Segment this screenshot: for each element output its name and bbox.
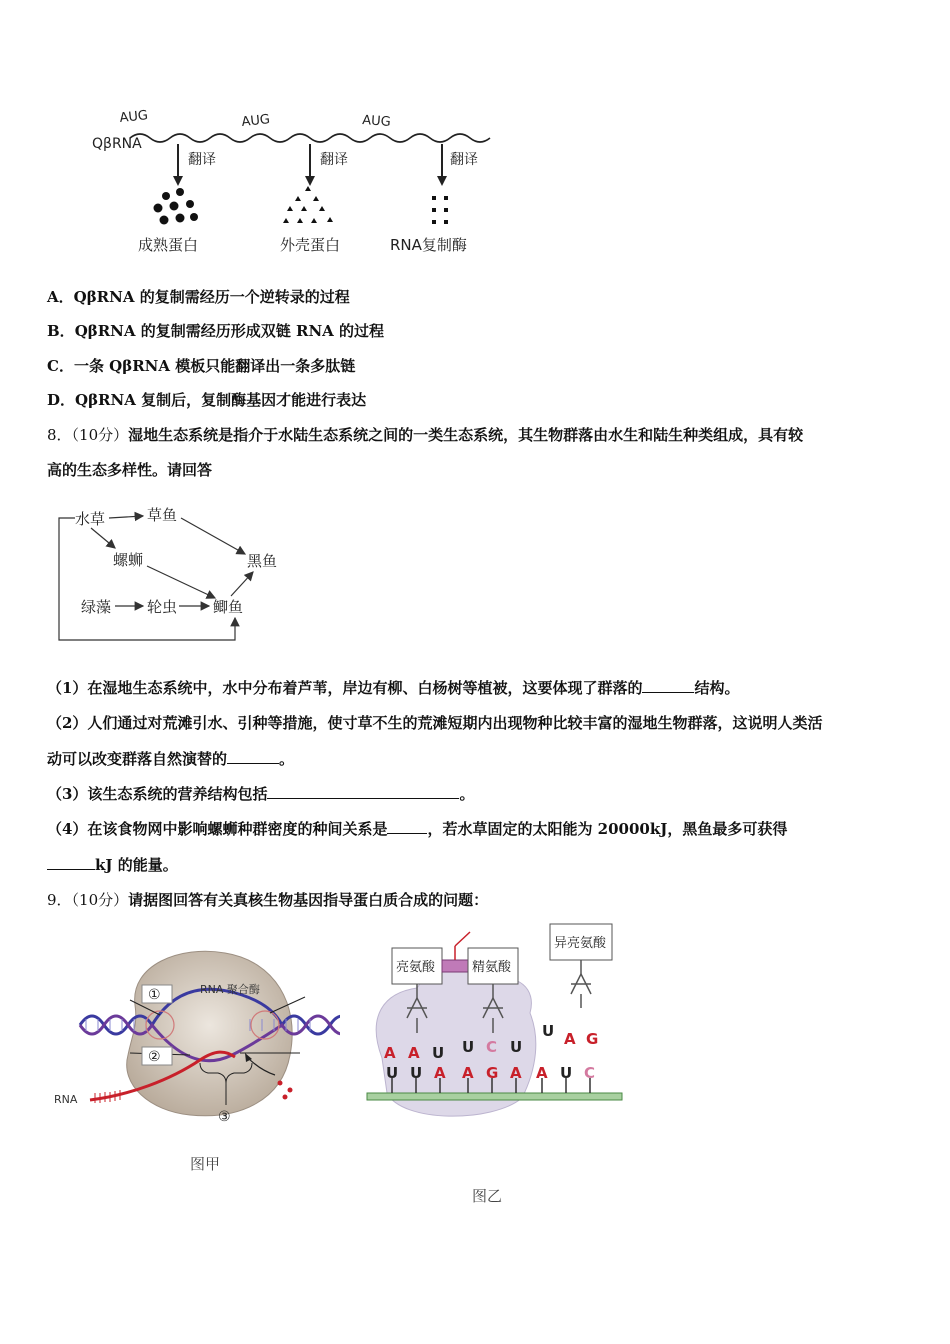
q8-number: 8． — [47, 426, 72, 444]
option-text: 一条 QβRNA 模板只能翻译出一条多肽链 — [73, 357, 356, 375]
option-d — [47, 389, 366, 410]
q8-stem-text: 湿地生态系统是指介于水陆生态系统之间的一类生态系统，其生物群落由水生和陆生种类组成，具有较 — [128, 426, 804, 444]
node-heiyu: 黑鱼 — [247, 552, 278, 570]
q8-sub4-text: （4）在该食物网中影响螺蛳种群密度的种间关系是 — [47, 820, 388, 838]
q8-sub2-line2 — [47, 748, 294, 769]
marker-3: ③ — [218, 1109, 231, 1125]
anticodon-5: C — [486, 1038, 498, 1056]
mrna-base-5: G — [486, 1064, 499, 1082]
rna-label: RNA — [54, 1093, 78, 1106]
anticodon-2: A — [408, 1044, 420, 1062]
q8-sub2-line1: （2）人们通过对荒滩引水、引种等措施，使寸草不生的荒滩短期内出现物种比较丰富的湿地生物群落，这说明人类活 — [47, 714, 823, 732]
mrna-base-9: C — [584, 1064, 596, 1082]
node-lvzao: 绿藻 — [81, 598, 112, 616]
q8-sub2-text: 动可以改变群落自然演替的 — [47, 750, 228, 768]
q8-sub4-line2-text: kJ 的能量。 — [95, 856, 178, 874]
node-shuicao: 水草 — [75, 510, 106, 528]
answer-blank[interactable] — [387, 819, 427, 834]
translation-diagram — [362, 918, 632, 1138]
anticodon-6: U — [510, 1038, 523, 1056]
option-c — [47, 355, 355, 376]
anticodon-4: U — [462, 1038, 475, 1056]
option-letter: A． — [47, 288, 74, 306]
marker-1: ① — [148, 987, 161, 1003]
q8-sub3-text: （3）该生态系统的营养结构包括 — [47, 785, 268, 803]
q8-sub1-tail: 结构。 — [694, 679, 740, 697]
figure-b-translation — [362, 918, 632, 1138]
node-luosi: 螺蛳 — [113, 551, 144, 569]
option-letter: D． — [47, 391, 76, 409]
figure-a-transcription — [50, 935, 340, 1135]
node-caoyu: 草鱼 — [147, 506, 178, 524]
qb-rna-diagram — [90, 100, 520, 265]
q8-score: （10分） — [71, 426, 129, 444]
mrna-base-4: A — [462, 1064, 474, 1082]
food-web-diagram — [55, 500, 295, 645]
q8-sub1 — [47, 677, 739, 698]
transcription-diagram — [50, 935, 340, 1135]
mrna-base-2: U — [410, 1064, 423, 1082]
q8-sub2-tail: 。 — [279, 750, 295, 768]
qb-rna-figure — [90, 100, 520, 265]
food-web-figure — [55, 500, 295, 645]
translate-label-3: 翻译 — [450, 152, 478, 168]
q8-sub4-line2 — [47, 854, 178, 875]
answer-blank[interactable] — [227, 749, 279, 764]
figure-b-caption: 图乙 — [472, 1187, 503, 1205]
node-lunchong: 轮虫 — [147, 598, 178, 616]
mrna-base-3: A — [434, 1064, 446, 1082]
q8-stem-line2: 高的生态多样性。请回答 — [47, 461, 213, 479]
anticodon-1: A — [384, 1044, 396, 1062]
amino-acid-1: 亮氨酸 — [396, 960, 436, 975]
marker-2: ② — [148, 1049, 161, 1065]
replicase-squares — [432, 196, 448, 224]
q9-stem — [47, 889, 488, 910]
codon-2: AUG — [240, 112, 271, 130]
anticodon-3: U — [432, 1044, 445, 1062]
codon-3: AUG — [361, 113, 392, 130]
mrna-base-6: A — [510, 1064, 522, 1082]
option-text: QβRNA 复制后，复制酶基因才能进行表达 — [75, 391, 367, 409]
coat-protein-triangles — [283, 186, 333, 223]
codon-1: AUG — [118, 108, 149, 126]
node-jiyu: 鲫鱼 — [213, 598, 244, 616]
rna-strand — [130, 134, 490, 142]
mrna-base-7: A — [536, 1064, 548, 1082]
mrna-strand — [367, 1093, 622, 1100]
product-2: 外壳蛋白 — [280, 236, 341, 254]
translate-label-2: 翻译 — [320, 152, 348, 168]
mature-protein-dots — [154, 188, 199, 225]
translate-label-1: 翻译 — [188, 152, 216, 168]
rna-label: QβRNA — [92, 136, 142, 152]
amino-acid-2: 精氨酸 — [472, 960, 512, 975]
enzyme-label: RNA 聚合酶 — [200, 983, 260, 996]
mrna-base-8: U — [560, 1064, 573, 1082]
option-letter: C． — [47, 357, 74, 375]
anticodon-9: G — [586, 1030, 599, 1048]
q8-sub4-tail: ，若水草固定的太阳能为 20000kJ，黑鱼最多可获得 — [427, 820, 788, 838]
figure-a-caption: 图甲 — [190, 1155, 221, 1173]
option-letter: B． — [47, 322, 75, 340]
answer-blank[interactable] — [47, 855, 95, 870]
q8-sub4-line1 — [47, 818, 787, 839]
q8-sub3 — [47, 783, 474, 804]
anticodon-8: A — [564, 1030, 576, 1048]
amino-acid-3: 异亮氨酸 — [554, 936, 607, 951]
q9-stem-text: 请据图回答有关真核生物基因指导蛋白质合成的问题： — [128, 891, 489, 909]
q9-number: 9． — [47, 891, 72, 909]
answer-blank[interactable] — [267, 784, 459, 799]
answer-blank[interactable] — [642, 678, 694, 693]
option-a — [47, 286, 350, 307]
product-1: 成熟蛋白 — [138, 236, 199, 254]
option-b — [47, 320, 384, 341]
mrna-base-1: U — [386, 1064, 399, 1082]
q8-stem-line1 — [47, 424, 803, 445]
product-3: RNA复制酶 — [390, 236, 467, 254]
option-text: QβRNA 的复制需经历形成双链 RNA 的过程 — [74, 322, 385, 340]
q8-sub3-tail: 。 — [459, 785, 475, 803]
anticodon-7: U — [542, 1022, 555, 1040]
option-text: QβRNA 的复制需经历一个逆转录的过程 — [73, 288, 350, 306]
food-web-loop — [59, 518, 235, 640]
q9-score: （10分） — [71, 891, 129, 909]
q8-sub1-text: （1）在湿地生态系统中，水中分布着芦苇，岸边有柳、白杨树等植被，这要体现了群落的 — [47, 679, 643, 697]
